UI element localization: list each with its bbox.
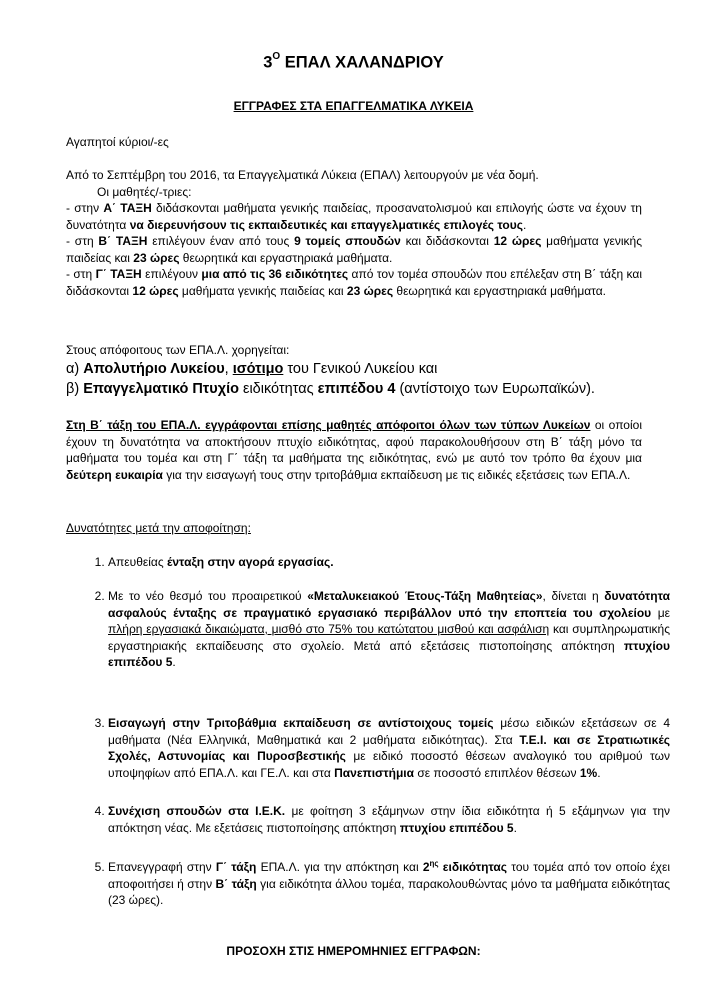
intro-students: Οι μαθητές/-τριες: — [97, 184, 192, 199]
options-list — [80, 554, 670, 571]
options-list-5 — [80, 856, 670, 909]
list-item: 2. Με το νέο θεσμό του προαιρετικού «Μεταλυκειακού Έτους-Τάξη Μαθητείας», δίνεται η δυνατότητα ασφαλούς ένταξης σε πραγματικό εργασιακό περιβάλλον υπό την εποπτεία του σχολείου με πλήρη εργασιακά δικαιώματα, μισθό στο 75% του κατώτατου μισθού και ασφάλιση και συμπληρωματικής εργαστηριακής εκπαίδευσης στο σχολείο. Μετά από εξετάσεις πιστοποίησης απόκτηση πτυχίου επιπέδου 5. — [108, 588, 670, 671]
options-list-3 — [80, 715, 670, 781]
list-item: 4. Συνέχιση σπουδών στα Ι.Ε.Κ. με φοίτηση 3 εξάμηνων στην ίδια ειδικότητα ή 5 εξάμηνων για την απόκτηση νέας. Με εξετάσεις πιστοποίησης απόκτηση πτυχίου επιπέδου 5. — [108, 803, 670, 836]
title-number: 3 — [263, 53, 273, 72]
list-item: 1. Απευθείας ένταξη στην αγορά εργασίας. — [108, 554, 670, 571]
options-heading: Δυνατότητες μετά την αποφοίτηση: — [66, 521, 251, 535]
title-text: ΕΠΑΛ ΧΑΛΑΝΔΡΙΟΥ — [280, 53, 444, 72]
attention-heading: ΠΡΟΣΟΧΗ ΣΤΙΣ ΗΜΕΡΟΜΗΝΙΕΣ ΕΓΓΡΑΦΩΝ: — [226, 944, 481, 958]
enrollment-paragraph: Στη Β΄ τάξη του ΕΠΑ.Λ. εγγράφονται επίσης μαθητές απόφοιτοι όλων των τύπων Λυκείων οι οποίοι έχουν τη δυνατότητα να αποκτήσουν πτυχίο ειδικότητας, αφού παρακολουθήσουν στη Β΄ τάξη μόνο τα μαθήματα του τομέα και στη Γ΄ τάξη τα μαθήματα της ειδικότητας, ενώ με αυτό τον τρόπο θα έχουν μια δεύτερη ευκαιρία για την εισαγωγή τους στην τριτοβάθμια εκπαίδευση με τις ειδικές εξετάσεις των ΕΠΑ.Λ. — [66, 418, 642, 482]
intro-grade-c: - στη Γ΄ ΤΑΞΗ επιλέγουν μια από τις 36 ειδικότητες από τον τομέα σπουδών που επέλεξαν στη Β΄ τάξη και διδάσκονται 12 ώρες μαθήματα γενικής παιδείας και 23 ώρες θεωρητικά και εργαστηριακά μαθήματα. — [66, 267, 643, 298]
greeting: Αγαπητοί κύριοι/-ες — [66, 135, 169, 149]
list-item: 3. Εισαγωγή στην Τριτοβάθμια εκπαίδευση σε αντίστοιχους τομείς μέσω ειδικών εξετάσεων σε 4 μαθήματα (Νέα Ελληνικά, Μαθηματικά και 2 μαθήματα ειδικότητας). Στα Τ.Ε.Ι. και σε Στρατιωτικές Σχολές, Αστυνομίας και Πυροσβεστικής με ειδικό ποσοστό θέσεων αναλογικό του αριθμού των υποψηφίων από ΕΠΑ.Λ. και ΓΕ.Λ. και στα Πανεπιστήμια σε ποσοστό επιπλέον θέσεων 1%. — [108, 715, 670, 781]
title-superscript: Ο — [272, 51, 281, 62]
graduates-section — [66, 342, 642, 399]
intro-line: Από το Σεπτέμβρη του 2016, τα Επαγγελματικά Λύκεια (ΕΠΑΛ) λειτουργούν με νέα δομή. — [66, 168, 539, 182]
intro-grade-a: - στην Α΄ ΤΑΞΗ διδάσκονται μαθήματα γενικής παιδείας, προσανατολισμού και επιλογής ώστε να έχουν τη δυνατότητα να διερευνήσουν τις εκπαιδευτικές και επαγγελματικές επιλογές τους. — [66, 201, 642, 232]
graduates-certificate: β) Επαγγελματικό Πτυχίο ειδικότητας επιπέδου 4 (αντίστοιχο των Ευρωπαϊκών). — [66, 380, 595, 397]
intro-section — [66, 167, 642, 299]
options-list-2 — [80, 588, 670, 671]
intro-grade-b: - στη Β΄ ΤΑΞΗ επιλέγουν έναν από τους 9 τομείς σπουδών και διδάσκονται 12 ώρες μαθήματα γενικής παιδείας και 23 ώρες θεωρητικά και εργαστηριακά μαθήματα. — [66, 234, 643, 265]
graduates-diploma: α) Απολυτήριο Λυκείου, ισότιμο του Γενικού Λυκείου και — [66, 360, 438, 377]
page-subtitle: ΕΓΓΡΑΦΕΣ ΣΤΑ ΕΠΑΓΓΕΛΜΑΤΙΚΑ ΛΥΚΕΙΑ — [233, 99, 474, 113]
page-title — [0, 53, 707, 73]
graduates-lead: Στους απόφοιτους των ΕΠΑ.Λ. χορηγείται: — [66, 343, 290, 357]
list-item: 5. Επανεγγραφή στην Γ΄ τάξη ΕΠΑ.Λ. για την απόκτηση και $2^{\eta\varsigma}$ ειδικότητας του τομέα από τον οποίο έχει αποφοιτήσει ή στην Β΄ τάξη για ειδικότητα άλλου τομέα, παρακολουθώντας μόνο τα μαθήματα ειδικότητας (23 ώρες). — [108, 856, 670, 909]
options-list-4 — [80, 803, 670, 836]
